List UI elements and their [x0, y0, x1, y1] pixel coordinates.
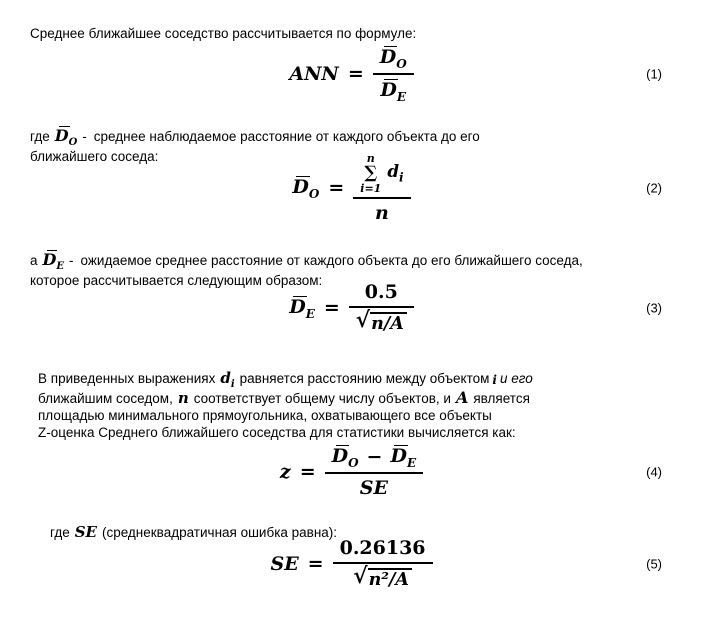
- eq4-lhs: z: [279, 460, 291, 483]
- p4-n: n: [177, 388, 189, 407]
- p4-text1: В приведенных выражениях: [38, 370, 216, 386]
- p4-a: A: [455, 387, 469, 407]
- p2-pre: где: [30, 128, 50, 144]
- eq5-fraction: [333, 537, 433, 590]
- eq4-equals: =: [299, 461, 316, 483]
- eq2-denominator: n: [375, 201, 389, 224]
- eq4-dbar-o: $D_O$: [331, 445, 359, 470]
- eq5-number: (5): [646, 556, 662, 572]
- eq3-number: (3): [646, 300, 662, 316]
- p4-d-i: $d_i$: [220, 368, 235, 390]
- p5-pre: где: [50, 524, 70, 540]
- eq5-radical: [353, 563, 412, 591]
- p5-post: (среднеквадратичная ошибка равна):: [101, 524, 338, 540]
- eq5-radicand: n²/A: [368, 568, 412, 590]
- eq5-numerator: 0.26136: [339, 537, 426, 560]
- intro-text: Среднее ближайшее соседство рассчитывается по формуле:: [30, 25, 417, 41]
- p4-text7: площадью минимального прямоугольника, охватывающего все объекты: [38, 407, 492, 423]
- p4-text4: ближайшим соседом,: [38, 390, 173, 406]
- p2-text1: среднее наблюдаемое расстояние от каждого объекта до его: [93, 128, 480, 144]
- intro-paragraph: [30, 25, 416, 42]
- eq4-dbar-e: $D_E$: [390, 445, 417, 470]
- equation-4: [0, 440, 703, 504]
- equation-3: [0, 278, 703, 338]
- paragraph-variables-explanation: [38, 370, 533, 441]
- p5-se: SE: [74, 522, 97, 541]
- p2-text2: ближайшего соседа:: [30, 148, 159, 164]
- p3-dash: -: [69, 252, 74, 268]
- p3-dbar-e: $D_E$: [42, 249, 65, 272]
- p3-pre: а: [30, 252, 38, 268]
- p3-text2: которое рассчитывается следующим образом:: [30, 272, 323, 288]
- sigma-icon: ∑: [364, 162, 378, 183]
- minus-sign: −: [366, 446, 383, 469]
- summation-symbol: [360, 153, 381, 194]
- eq3-radical: [355, 307, 407, 335]
- eq2-term: $d_i$: [387, 161, 404, 185]
- p2-dash: -: [82, 128, 87, 144]
- eq1-equals: =: [347, 63, 364, 85]
- equation-5: [0, 532, 703, 596]
- p4-text2: равняется расстоянию между объектом: [239, 370, 490, 386]
- eq3-equals: =: [323, 297, 340, 319]
- eq2-equals: =: [328, 177, 345, 199]
- p4-text6: является: [473, 390, 530, 406]
- eq4-number: (4): [646, 464, 662, 480]
- sum-lower-limit: i=1: [360, 181, 382, 195]
- eq2-number: (2): [646, 180, 662, 196]
- eq1-numerator: $D_O$: [379, 45, 407, 71]
- eq1-denominator: $D_E$: [380, 78, 407, 104]
- p4-text3: и его: [499, 370, 533, 386]
- p3-text1: ожидаемое среднее расстояние от каждого объекта до его ближайшего соседа,: [80, 252, 583, 268]
- eq5-lhs: SE: [270, 552, 299, 575]
- eq3-numerator: 0.5: [364, 281, 398, 304]
- eq4-fraction: [325, 445, 424, 499]
- radical-icon: √: [353, 563, 368, 590]
- p4-i: i: [492, 372, 497, 387]
- eq2-lhs: $D_O$: [292, 176, 320, 201]
- equation-2: [0, 150, 703, 226]
- sum-upper-limit: n: [366, 151, 375, 165]
- eq2-fraction: [353, 153, 410, 224]
- eq4-denominator: SE: [359, 476, 388, 499]
- eq3-lhs: $D_E$: [289, 296, 315, 321]
- radical-icon: √: [355, 307, 371, 334]
- p4-text8: Z-оценка Среднего ближайшего соседства для статистики вычисляется как:: [38, 424, 516, 440]
- eq3-fraction: [349, 281, 414, 334]
- p2-dbar-o: $D_O$: [54, 125, 78, 148]
- eq3-radicand: n/A: [370, 312, 407, 334]
- equation-1: [0, 44, 703, 104]
- eq5-equals: =: [307, 553, 324, 575]
- eq1-number: (1): [646, 66, 662, 82]
- p4-text5: соответствует общему числу объектов, и: [193, 390, 451, 406]
- eq1-lhs: ANN: [289, 62, 339, 85]
- eq1-fraction: [373, 46, 414, 103]
